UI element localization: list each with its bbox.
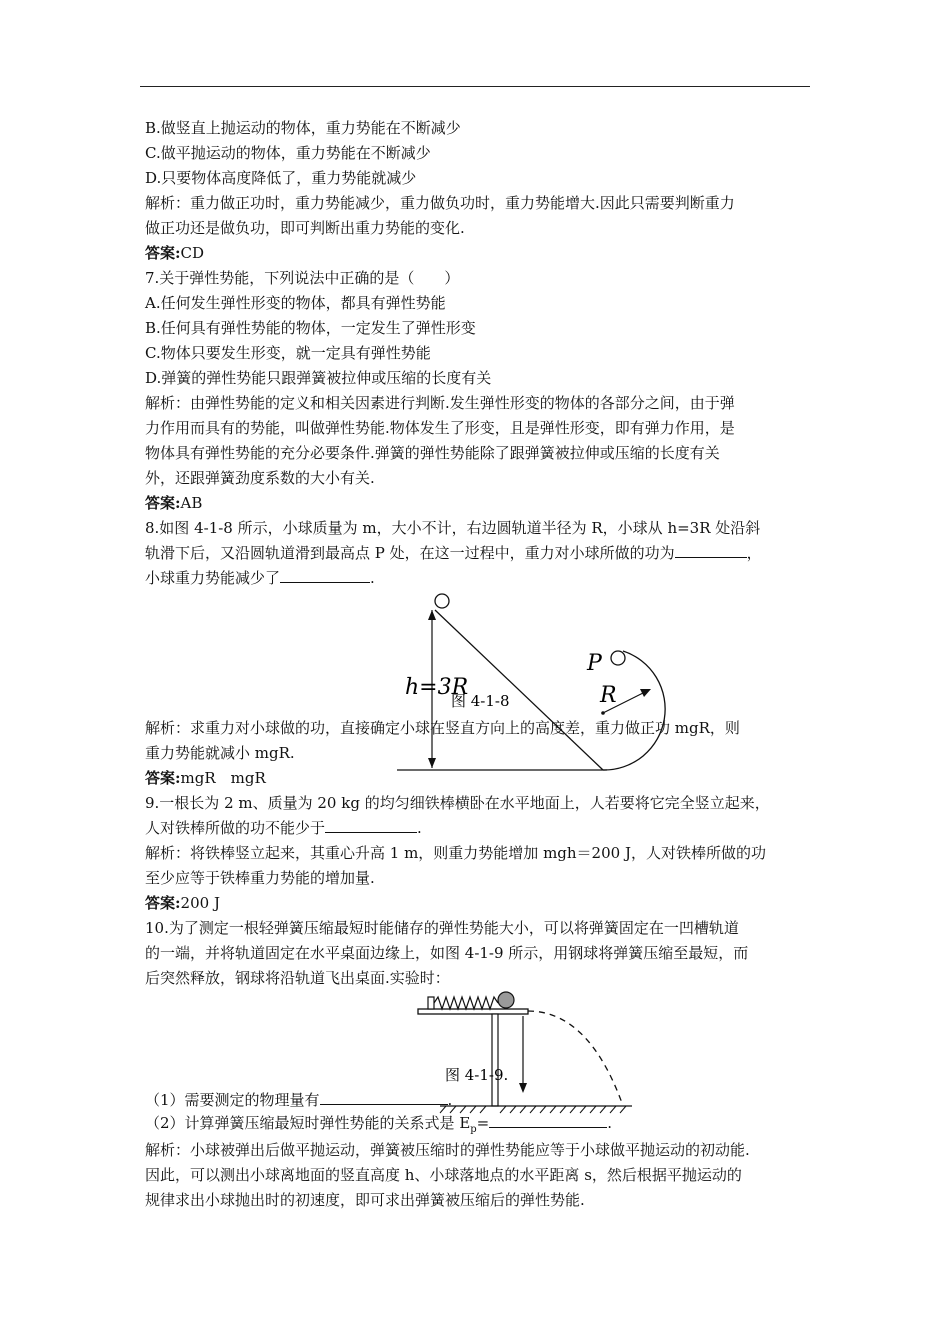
q6-option-b: B.做竖直上抛运动的物体，重力势能在不断减少 [145, 119, 461, 137]
answer-value: 200 J [180, 894, 220, 912]
figure-4-1-8 [385, 588, 685, 778]
answer-value: mgR mgR [180, 769, 266, 787]
subscript: p [470, 1124, 477, 1135]
arrowhead-down-icon [428, 758, 436, 768]
q9-stem-text: 人对铁棒所做的功不能少于 [145, 819, 326, 837]
q10-part-2 [145, 1113, 612, 1140]
q7-option-b: B.任何具有弹性势能的物体，一定发生了弹性形变 [145, 319, 476, 337]
answer-label: 答案: [145, 244, 181, 262]
answer-label: 答案: [145, 894, 181, 912]
q7-stem: 7.关于弹性势能，下列说法中正确的是（ ） [145, 269, 460, 287]
spring-icon [434, 997, 498, 1009]
radius-label: R [600, 683, 617, 708]
q8-stem-line-2 [145, 543, 762, 563]
q7-option-d: D.弹簧的弹性势能只跟弹簧被拉伸或压缩的长度有关 [145, 369, 492, 387]
q7-analysis-line-1: 解析：由弹性势能的定义和相关因素进行判断.发生弹性形变的物体的各部分之间，由于弹 [145, 394, 735, 412]
q10-stem-line-1: 10.为了测定一根轻弹簧压缩最短时能储存的弹性势能大小，可以将弹簧固定在一凹槽轨道 [145, 919, 739, 937]
answer-blank[interactable] [320, 1090, 448, 1105]
punctuation: ， [746, 544, 762, 562]
q9-answer [145, 893, 220, 913]
floor-hatching [440, 1106, 626, 1113]
circular-track [603, 651, 665, 770]
figure-caption: 图 4-1-9. [445, 1066, 509, 1084]
header-rule [140, 86, 810, 87]
groove-track [418, 1009, 528, 1014]
q7-analysis-line-4: 外，还跟弹簧劲度系数的大小有关. [145, 469, 375, 487]
q6-analysis-line-1: 解析：重力做正功时，重力势能减少，重力做负功时，重力势能增大.因此只需要判断重力 [145, 194, 735, 212]
part-text: （1）需要测定的物理量有 [145, 1091, 320, 1109]
q6-option-d: D.只要物体高度降低了，重力势能就减少 [145, 169, 417, 187]
q7-analysis-line-3: 物体具有弹性势能的充分必要条件.弹簧的弹性势能除了跟弹簧被拉伸或压缩的长度有关 [145, 444, 720, 462]
q10-stem-line-2: 的一端，并将轨道固定在水平桌面边缘上，如图 4-1-9 所示，用钢球将弹簧压缩至最短，而 [145, 944, 749, 962]
answer-value: CD [180, 244, 205, 262]
q8-answer [145, 768, 266, 788]
q6-analysis-line-2: 做正功还是做负功，即可判断出重力势能的变化. [145, 219, 465, 237]
answer-value: AB [180, 494, 203, 512]
answer-blank[interactable] [489, 1113, 607, 1128]
q10-stem-line-3: 后突然释放，钢球将沿轨道飞出桌面.实验时： [145, 969, 450, 987]
punctuation: . [447, 1091, 453, 1109]
punctuation: . [370, 569, 375, 587]
punctuation: . [607, 1114, 613, 1132]
q9-analysis-line-2: 至少应等于铁棒重力势能的增加量. [145, 869, 375, 887]
q7-option-a: A.任何发生弹性形变的物体，都具有弹性势能 [145, 294, 446, 312]
ball-icon [611, 651, 625, 665]
arrowhead-down-icon [519, 1083, 527, 1093]
q10-part-1 [145, 1090, 452, 1110]
q8-stem-text: 小球重力势能减少了 [145, 569, 281, 587]
q8-analysis-line-2: 重力势能就减小 mgR. [145, 744, 295, 762]
q10-analysis-line-1: 解析：小球被弹出后做平抛运动，弹簧被压缩时的弹性势能应等于小球做平抛运动的初动能. [145, 1141, 750, 1159]
point-p-label: P [587, 651, 602, 676]
q10-analysis-line-2: 因此，可以测出小球离地面的竖直高度 h、小球落地点的水平距离 s，然后根据平抛运动的 [145, 1166, 742, 1184]
center-dot [601, 711, 605, 715]
q9-analysis-line-1: 解析：将铁棒竖立起来，其重心升高 1 m，则重力势能增加 mgh＝200 J，人对铁棒所做的功 [145, 844, 766, 862]
q6-option-c: C.做平抛运动的物体，重力势能在不断减少 [145, 144, 431, 162]
q8-analysis-line-1: 解析：求重力对小球做的功，直接确定小球在竖直方向上的高度差，重力做正功 mgR，则 [145, 719, 740, 737]
answer-label: 答案: [145, 494, 181, 512]
q7-analysis-line-2: 力作用而具有的势能，叫做弹性势能.物体发生了形变，且是弹性形变，即有弹力作用，是 [145, 419, 735, 437]
height-label: h=3R [405, 675, 469, 700]
answer-label: 答案: [145, 769, 181, 787]
arrowhead-up-icon [428, 610, 436, 620]
ball-icon [435, 594, 449, 608]
answer-blank[interactable] [675, 543, 747, 558]
part-text: （2）计算弹簧压缩最短时弹性势能的关系式是 E [145, 1114, 471, 1132]
spring-mount [428, 997, 434, 1009]
q10-analysis-line-3: 规律求出小球抛出时的初速度，即可求出弹簧被压缩后的弹性势能. [145, 1191, 585, 1209]
q8-stem-line-3 [145, 568, 375, 588]
answer-blank[interactable] [280, 568, 370, 583]
steel-ball-icon [498, 992, 514, 1008]
q8-stem-text: 轨滑下后，又沿圆轨道滑到最高点 P 处，在这一过程中，重力对小球所做的功为 [145, 544, 675, 562]
equals-sign: = [476, 1114, 490, 1132]
q9-stem-line-1: 9.一根长为 2 m、质量为 20 kg 的均匀细铁棒横卧在水平地面上，人若要将它完全竖立起来， [145, 794, 770, 812]
q8-stem-line-1: 8.如图 4-1-8 所示，小球质量为 m，大小不计，右边圆轨道半径为 R，小球从 h=3R 处沿斜 [145, 519, 761, 537]
q9-stem-line-2 [145, 818, 422, 838]
q7-option-c: C.物体只要发生形变，就一定具有弹性势能 [145, 344, 431, 362]
trajectory-path [528, 1011, 622, 1103]
punctuation: . [417, 819, 422, 837]
q7-answer [145, 493, 202, 513]
figure-caption: 图 4-1-8 [451, 692, 510, 710]
q6-answer [145, 243, 204, 263]
answer-blank[interactable] [325, 818, 417, 833]
table-leg [492, 1014, 498, 1106]
arrowhead-icon [640, 689, 651, 697]
